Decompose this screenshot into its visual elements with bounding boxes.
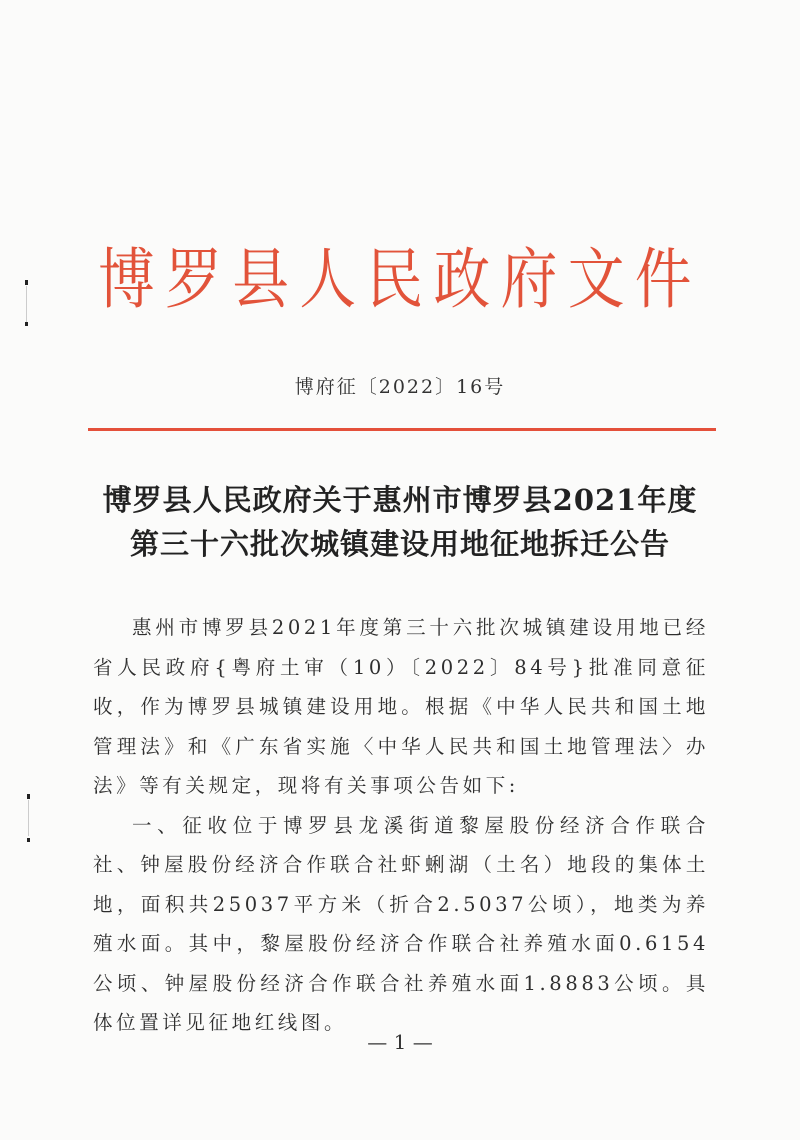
binding-line bbox=[28, 800, 29, 836]
title-line-2: 第三十六批次城镇建设用地征地拆迁公告 bbox=[129, 527, 670, 561]
body-paragraph: 惠州市博罗县2021年度第三十六批次城镇建设用地已经省人民政府{粤府土审（10）〔2022〕84号}批准同意征收，作为博罗县城镇建设用地。根据《中华人民共和国土地管理法》和《广东省实施〈中华人民共和国土地管理法〉办法》等有关规定，现将有关事项公告如下: bbox=[93, 616, 709, 797]
red-divider-line bbox=[88, 428, 716, 431]
body-paragraph: 一、征收位于博罗县龙溪街道黎屋股份经济合作联合社、钟屋股份经济合作联合社虾蜊湖（土名）地段的集体土地，面积共25037平方米（折合2.5037公顷），地类为养殖水面。其中，黎屋股份经济合作联合社养殖水面0.6154公顷、钟屋股份经济合作联合社养殖水面1.8883公顷。具体位置详见征地红线图。 bbox=[93, 813, 709, 1034]
binding-mark bbox=[25, 280, 28, 285]
page-number: — 1 — bbox=[367, 1030, 433, 1054]
title-line-1: 博罗县人民政府关于惠州市博罗县2021年度 bbox=[102, 483, 698, 517]
document-number: 博府征〔2022〕16号 bbox=[294, 376, 506, 398]
document-masthead: 博罗县人民政府文件 bbox=[98, 241, 702, 318]
document-body bbox=[93, 608, 709, 1043]
binding-mark bbox=[27, 794, 30, 799]
binding-mark bbox=[25, 322, 28, 326]
document-title bbox=[0, 478, 800, 566]
binding-line bbox=[26, 286, 27, 322]
binding-mark bbox=[27, 838, 30, 842]
